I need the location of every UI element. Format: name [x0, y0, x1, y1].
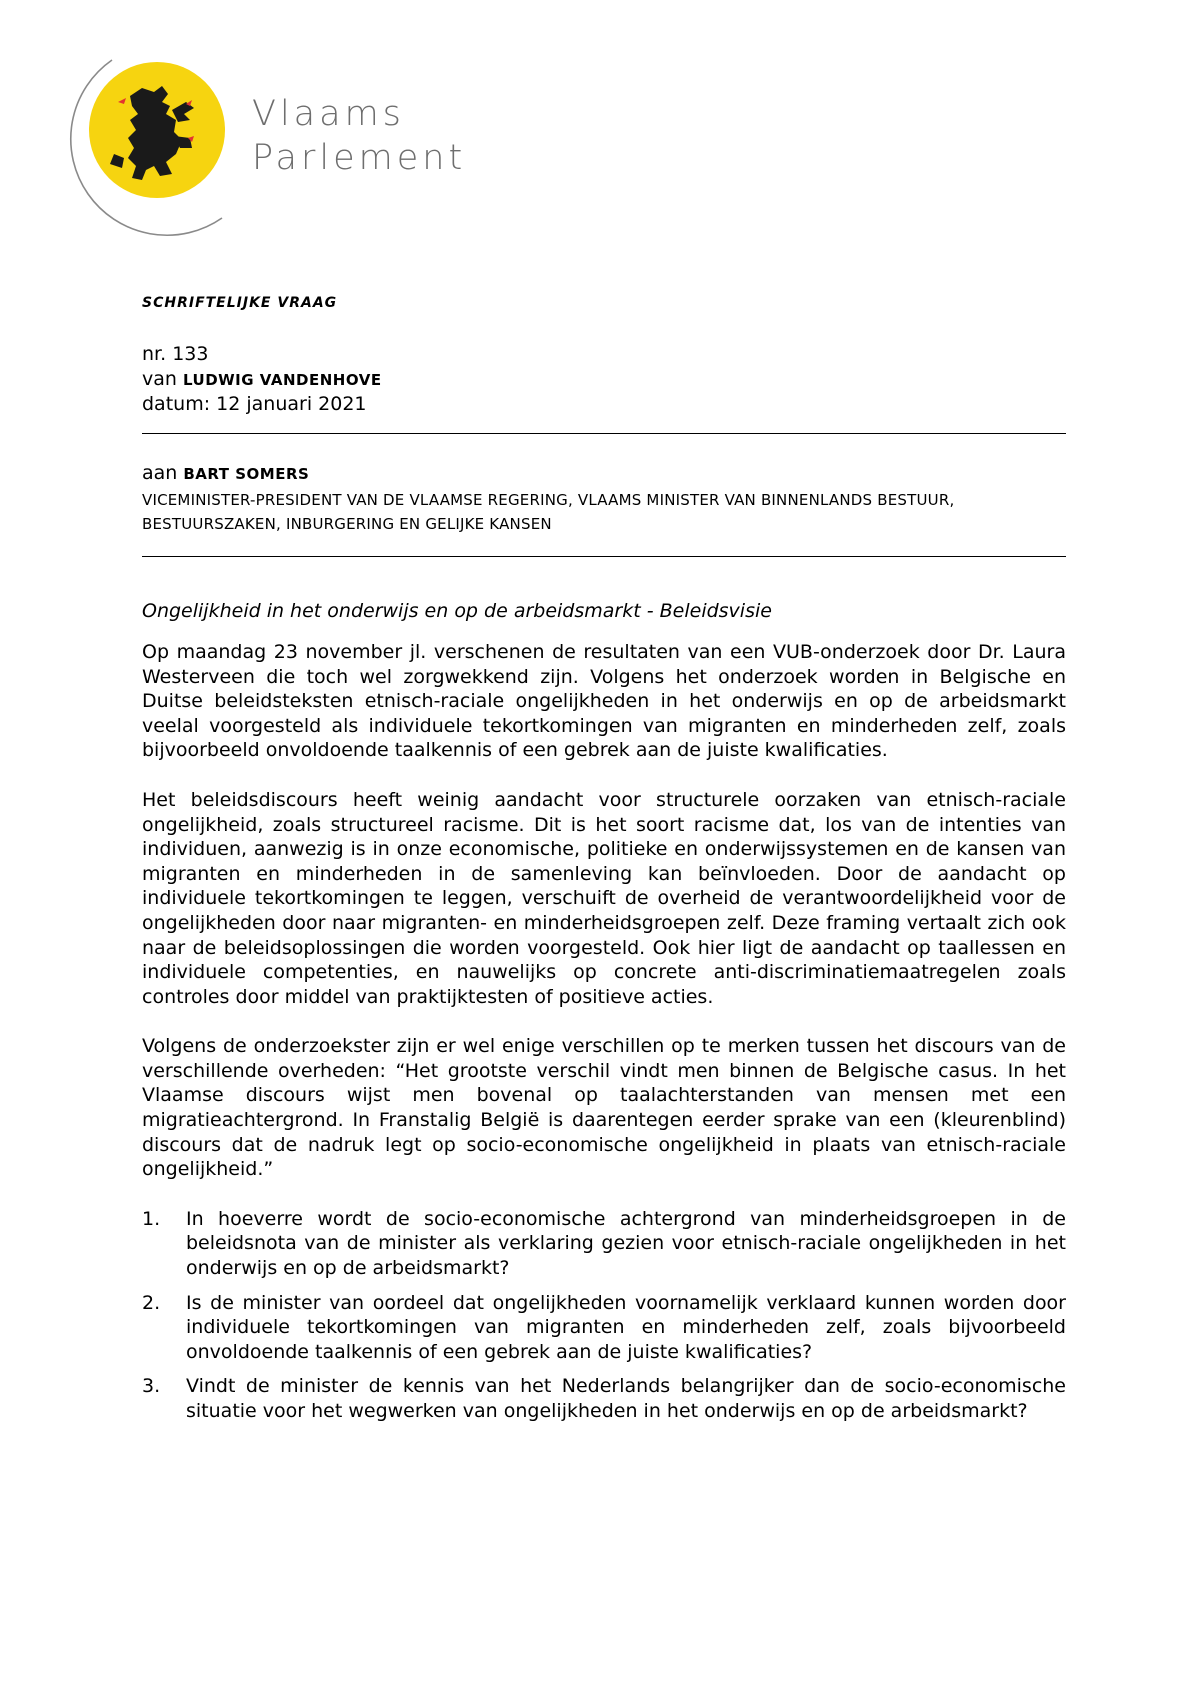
logo-line-parlement: Parlement: [252, 138, 467, 178]
question-text: Is de minister van oordeel dat ongelijkheden voornamelijk verklaard kunnen worden door individuele tekortkomingen van migranten en minderheden zelf, zoals bijvoorbeeld onvoldoende taalkennis of een gebrek aan de juiste kwalificaties?: [186, 1291, 1066, 1363]
logo-wordmark: [252, 92, 466, 180]
question-author: [142, 367, 1066, 393]
addressee-prefix: aan: [142, 461, 178, 484]
paragraph-3: Volgens de onderzoekster zijn er wel enige verschillen op te merken tussen het discours van de verschillende overheden: “Het grootste verschil vindt men binnen de Belgische casus. In het Vlaamse discours wijst men bovenal op taalachterstanden van mensen met een migratieachtergrond. In Franstalig België is daarentegen eerder sprake van een (kleurenblind) discours dat de nadruk legt op socio-economische ongelijkheid in plaats van etnisch-raciale ongelijkheid.”: [142, 1035, 1066, 1181]
question-item: [142, 1207, 1066, 1281]
document-page: [142, 294, 1066, 1434]
question-text: In hoeverre wordt de socio-economische achtergrond van minderheidsgroepen in de beleidsnota van de minister als verklaring gezien voor etnisch-raciale ongelijkheden in het onderwijs en op de arbeidsmarkt?: [186, 1207, 1066, 1280]
question-number-label: 1.: [142, 1207, 161, 1230]
question-subject: Ongelijkheid in het onderwijs en op de arbeidsmarkt - Beleidsvisie: [142, 600, 772, 623]
addressee-title: VICEMINISTER-PRESIDENT VAN DE VLAAMSE REGERING, VLAAMS MINISTER VAN BINNENLANDS BESTUUR, BESTUURSZAKEN, INBURGERING EN GELIJKE KANSEN: [142, 491, 955, 534]
question-date: datum: 12 januari 2021: [142, 393, 367, 416]
question-item: [142, 1291, 1066, 1365]
divider-top: [142, 433, 1066, 434]
question-item: [142, 1374, 1066, 1423]
author-prefix: van: [142, 367, 177, 390]
addressee-block: [142, 461, 1066, 487]
logo-line-vlaams: Vlaams: [252, 94, 405, 134]
question-number-label: 2.: [142, 1291, 161, 1314]
author-name: LUDWIG VANDENHOVE: [182, 370, 382, 389]
document-type: SCHRIFTELIJKE VRAAG: [142, 295, 338, 311]
paragraph-2: Het beleidsdiscours heeft weinig aandacht voor structurele oorzaken van etnisch-raciale ongelijkheid, zoals structureel racisme. Dit is het soort racisme dat, los van de intenties van individuen, aanwezig is in onze economische, politieke en onderwijssystemen en de kansen van migranten en minderheden in de samenleving kan beïnvloeden. Door de aandacht op individuele tekortkomingen te leggen, verschuift de overheid de verantwoordelijkheid voor de ongelijkheden door naar migranten- en minderheidsgroepen zelf. Deze framing vertaalt zich ook naar de beleidsoplossingen die worden voorgesteld. Ook hier ligt de aandacht op taallessen en individuele competenties, en nauwelijks op concrete anti-discriminatiemaatregelen zoals controles door middel van praktijktesten of positieve acties.: [142, 788, 1066, 1008]
divider-bottom: [142, 556, 1066, 557]
question-list: [142, 1207, 1066, 1424]
addressee-name: BART SOMERS: [183, 464, 310, 483]
question-meta: [142, 342, 1066, 417]
question-number-label: 3.: [142, 1375, 161, 1398]
question-number: nr. 133: [142, 343, 209, 365]
paragraph-1: Op maandag 23 november jl. verschenen de resultaten van een VUB-onderzoek door Dr. Laura Westerveen die toch wel zorgwekkend zijn. Volgens het onderzoek worden in Belgische en Duitse beleidsteksten etnisch-raciale ongelijkheden in het onderwijs en op de arbeidsmarkt veelal voorgesteld als individuele tekortkomingen van migranten en minderheden zelf, zoals bijvoorbeeld onvoldoende taalkennis of een gebrek aan de juiste kwalificaties.: [142, 640, 1066, 762]
question-text: Vindt de minister de kennis van het Nederlands belangrijker dan de socio-economische situatie voor het wegwerken van ongelijkheden in het onderwijs en op de arbeidsmarkt?: [186, 1375, 1066, 1422]
